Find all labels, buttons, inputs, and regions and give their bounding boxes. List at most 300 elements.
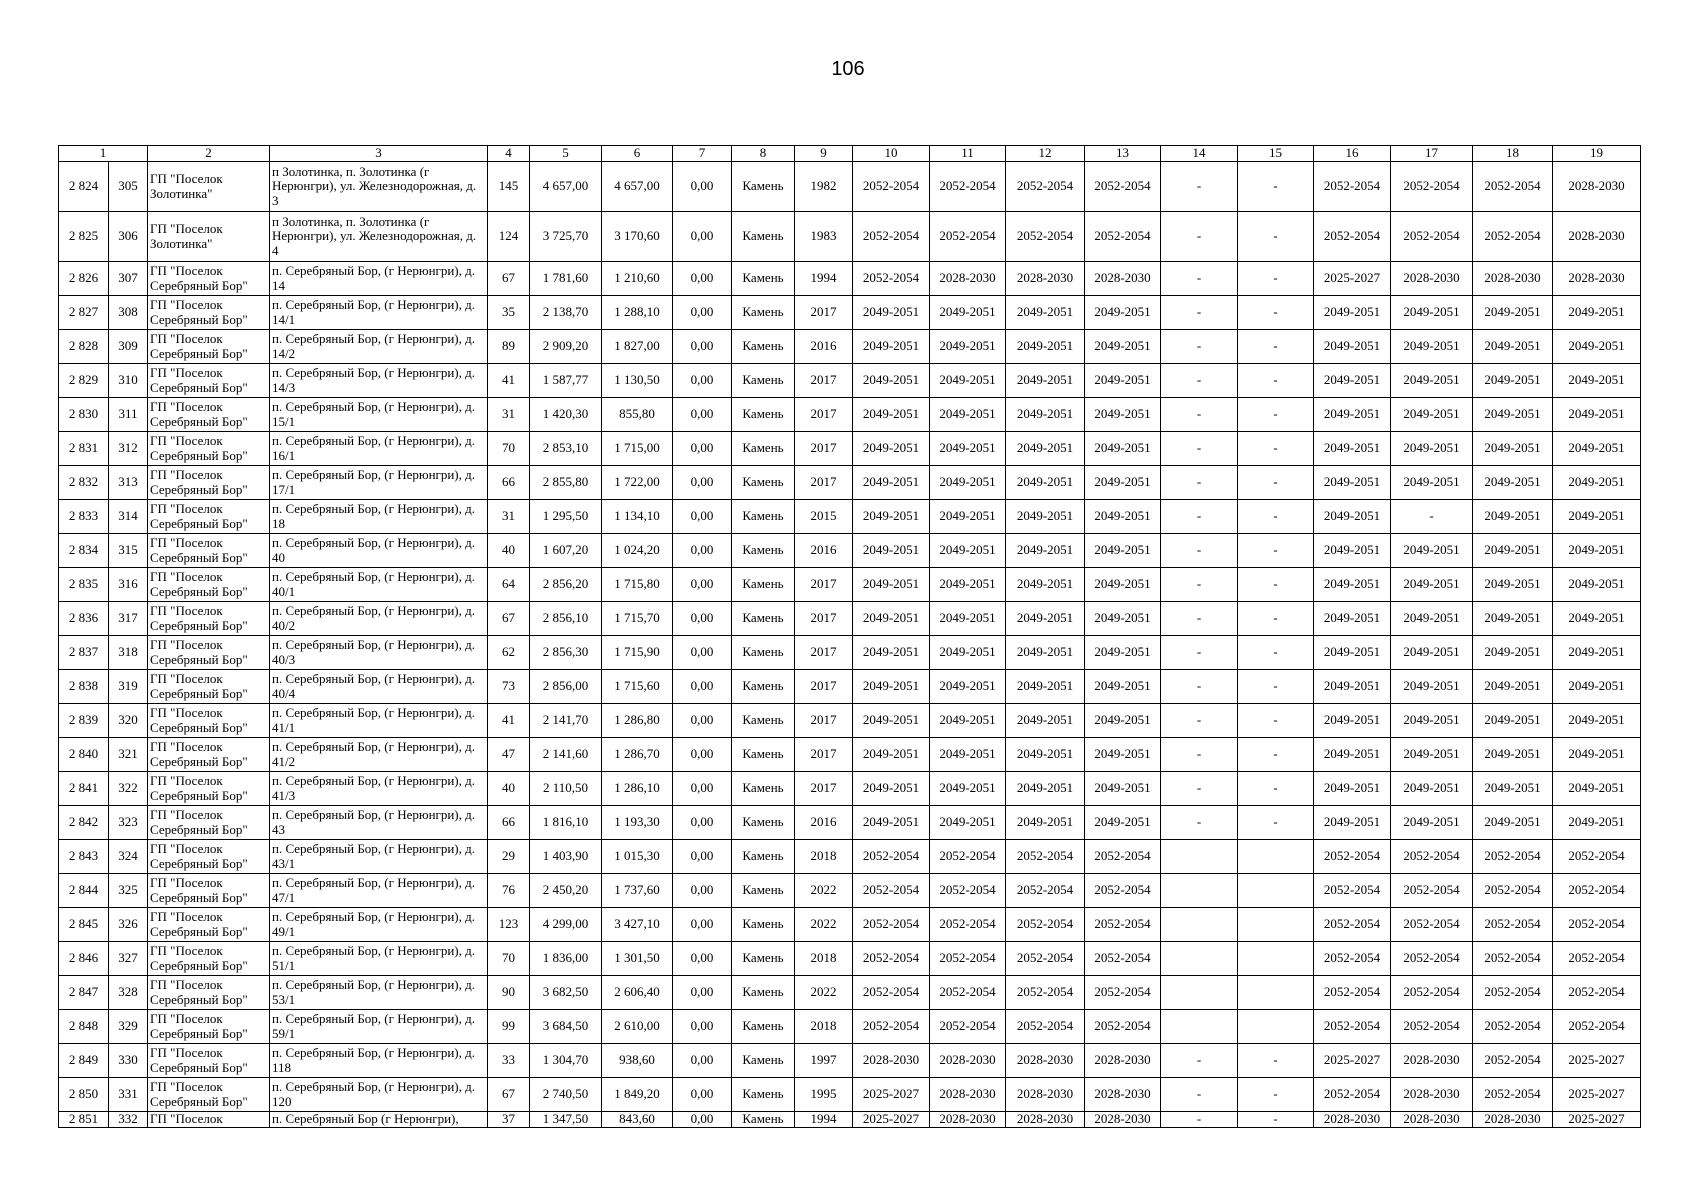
repair-period: 2049-2051 — [1085, 568, 1161, 602]
table-row — [59, 1078, 1641, 1112]
living-area: 1 134,10 — [602, 500, 673, 534]
repair-period: 2049-2051 — [1391, 398, 1473, 432]
repair-period: 2049-2051 — [1314, 500, 1391, 534]
municipality-name: ГП "Поселок Серебряный Бор" — [148, 976, 270, 1010]
total-area: 3 725,70 — [530, 212, 602, 262]
municipality-name: ГП "Поселок — [148, 1112, 270, 1128]
building-address: п. Серебряный Бор, (г Нерюнгри), д. 41/3 — [270, 772, 488, 806]
other-area: 0,00 — [673, 1112, 732, 1128]
repair-period: 2052-2054 — [1006, 874, 1085, 908]
repair-period: 2049-2051 — [1085, 534, 1161, 568]
table-row — [59, 670, 1641, 704]
register-table — [58, 145, 1641, 1128]
living-area: 1 849,20 — [602, 1078, 673, 1112]
living-area: 1 015,30 — [602, 840, 673, 874]
repair-period: 2049-2051 — [930, 738, 1006, 772]
repair-period: 2049-2051 — [1314, 534, 1391, 568]
repair-period: 2049-2051 — [1473, 806, 1553, 840]
build-year: 2017 — [795, 738, 853, 772]
build-year: 2016 — [795, 330, 853, 364]
row-number: 2 848 — [59, 1010, 109, 1044]
living-area: 1 715,80 — [602, 568, 673, 602]
building-address: п. Серебряный Бор, (г Нерюнгри), д. 120 — [270, 1078, 488, 1112]
repair-period: - — [1161, 1044, 1238, 1078]
repair-period: 2049-2051 — [1085, 398, 1161, 432]
repair-period: 2049-2051 — [1553, 670, 1641, 704]
repair-period: 2052-2054 — [1391, 840, 1473, 874]
repair-period: 2049-2051 — [930, 466, 1006, 500]
other-area: 0,00 — [673, 670, 732, 704]
municipality-name: ГП "Поселок Серебряный Бор" — [148, 466, 270, 500]
repair-period: 2049-2051 — [1473, 466, 1553, 500]
other-area: 0,00 — [673, 1044, 732, 1078]
repair-period: 2025-2027 — [1553, 1112, 1641, 1128]
municipality-name: ГП "Поселок Серебряный Бор" — [148, 568, 270, 602]
row-number: 2 826 — [59, 262, 109, 296]
repair-period: 2052-2054 — [1314, 212, 1391, 262]
wall-material: Камень — [732, 398, 795, 432]
column-header: 19 — [1553, 146, 1641, 162]
repair-period: 2052-2054 — [853, 262, 930, 296]
repair-period: 2052-2054 — [1553, 1010, 1641, 1044]
repair-period: 2025-2027 — [1314, 262, 1391, 296]
repair-period: 2049-2051 — [853, 602, 930, 636]
other-area: 0,00 — [673, 874, 732, 908]
municipality-name: ГП "Поселок Серебряный Бор" — [148, 500, 270, 534]
repair-period: 2052-2054 — [1314, 942, 1391, 976]
wall-material: Камень — [732, 296, 795, 330]
building-address: п. Серебряный Бор (г Нерюнгри), — [270, 1112, 488, 1128]
total-area: 1 304,70 — [530, 1044, 602, 1078]
other-area: 0,00 — [673, 1010, 732, 1044]
repair-period: 2052-2054 — [930, 942, 1006, 976]
living-area: 1 827,00 — [602, 330, 673, 364]
repair-period: 2028-2030 — [930, 1044, 1006, 1078]
living-area: 1 722,00 — [602, 466, 673, 500]
building-address: п. Серебряный Бор, (г Нерюнгри), д. 16/1 — [270, 432, 488, 466]
total-area: 2 450,20 — [530, 874, 602, 908]
column-header: 7 — [673, 146, 732, 162]
column-header: 8 — [732, 146, 795, 162]
repair-period: - — [1161, 738, 1238, 772]
municipality-name: ГП "Поселок Серебряный Бор" — [148, 1044, 270, 1078]
total-area: 1 836,00 — [530, 942, 602, 976]
repair-period: 2052-2054 — [930, 162, 1006, 212]
table-body — [59, 146, 1641, 1128]
repair-period: 2049-2051 — [1085, 432, 1161, 466]
other-area: 0,00 — [673, 296, 732, 330]
repair-period: 2049-2051 — [1085, 704, 1161, 738]
other-area: 0,00 — [673, 602, 732, 636]
row-index: 305 — [109, 162, 148, 212]
row-number: 2 841 — [59, 772, 109, 806]
repair-period: 2028-2030 — [1391, 1044, 1473, 1078]
column-header: 4 — [488, 146, 530, 162]
repair-period — [1161, 874, 1238, 908]
other-area: 0,00 — [673, 942, 732, 976]
apartments-count: 31 — [488, 398, 530, 432]
repair-period: 2052-2054 — [1006, 976, 1085, 1010]
living-area: 1 301,50 — [602, 942, 673, 976]
repair-period: 2049-2051 — [853, 772, 930, 806]
repair-period: 2052-2054 — [1314, 908, 1391, 942]
repair-period: 2052-2054 — [1473, 162, 1553, 212]
repair-period: 2049-2051 — [1553, 466, 1641, 500]
row-index: 306 — [109, 212, 148, 262]
repair-period: 2049-2051 — [1006, 670, 1085, 704]
repair-period: 2028-2030 — [1006, 262, 1085, 296]
repair-period: 2049-2051 — [1473, 296, 1553, 330]
repair-period: 2052-2054 — [1391, 874, 1473, 908]
repair-period: 2049-2051 — [1473, 330, 1553, 364]
wall-material: Камень — [732, 568, 795, 602]
repair-period: 2049-2051 — [853, 466, 930, 500]
repair-period: 2049-2051 — [930, 602, 1006, 636]
repair-period: - — [1238, 500, 1314, 534]
build-year: 2017 — [795, 432, 853, 466]
repair-period: 2052-2054 — [1085, 840, 1161, 874]
repair-period: 2049-2051 — [1006, 500, 1085, 534]
wall-material: Камень — [732, 262, 795, 296]
row-number: 2 830 — [59, 398, 109, 432]
building-address: п. Серебряный Бор, (г Нерюнгри), д. 53/1 — [270, 976, 488, 1010]
repair-period: 2049-2051 — [853, 500, 930, 534]
column-header: 1 — [59, 146, 148, 162]
repair-period: 2049-2051 — [1085, 500, 1161, 534]
wall-material: Камень — [732, 976, 795, 1010]
repair-period: 2052-2054 — [853, 1010, 930, 1044]
repair-period — [1238, 908, 1314, 942]
repair-period: 2049-2051 — [1006, 296, 1085, 330]
row-number: 2 835 — [59, 568, 109, 602]
table-row — [59, 1044, 1641, 1078]
wall-material: Камень — [732, 772, 795, 806]
other-area: 0,00 — [673, 398, 732, 432]
repair-period: 2052-2054 — [930, 212, 1006, 262]
building-address: п. Серебряный Бор, (г Нерюнгри), д. 43 — [270, 806, 488, 840]
repair-period: 2049-2051 — [1314, 670, 1391, 704]
repair-period: - — [1238, 162, 1314, 212]
repair-period: 2028-2030 — [930, 1112, 1006, 1128]
repair-period: 2028-2030 — [853, 1044, 930, 1078]
column-header: 5 — [530, 146, 602, 162]
repair-period: 2052-2054 — [853, 162, 930, 212]
repair-period: 2049-2051 — [853, 738, 930, 772]
wall-material: Камень — [732, 840, 795, 874]
repair-period: 2049-2051 — [1391, 704, 1473, 738]
apartments-count: 89 — [488, 330, 530, 364]
building-address: п. Серебряный Бор, (г Нерюнгри), д. 40/2 — [270, 602, 488, 636]
wall-material: Камень — [732, 670, 795, 704]
total-area: 1 816,10 — [530, 806, 602, 840]
repair-period: 2028-2030 — [1085, 262, 1161, 296]
repair-period: - — [1238, 806, 1314, 840]
repair-period: 2049-2051 — [930, 364, 1006, 398]
repair-period: 2049-2051 — [1553, 398, 1641, 432]
repair-period: 2049-2051 — [1006, 398, 1085, 432]
wall-material: Камень — [732, 602, 795, 636]
repair-period: 2052-2054 — [1473, 1078, 1553, 1112]
table-row — [59, 364, 1641, 398]
building-address: п. Серебряный Бор, (г Нерюнгри), д. 118 — [270, 1044, 488, 1078]
repair-period: - — [1161, 568, 1238, 602]
repair-period: 2028-2030 — [1553, 212, 1641, 262]
wall-material: Камень — [732, 432, 795, 466]
wall-material: Камень — [732, 1112, 795, 1128]
repair-period: 2049-2051 — [853, 806, 930, 840]
living-area: 1 715,00 — [602, 432, 673, 466]
repair-period: - — [1238, 1078, 1314, 1112]
apartments-count: 67 — [488, 602, 530, 636]
other-area: 0,00 — [673, 976, 732, 1010]
repair-period: - — [1161, 500, 1238, 534]
repair-period: 2052-2054 — [1006, 840, 1085, 874]
repair-period: - — [1238, 670, 1314, 704]
repair-period: 2049-2051 — [1085, 636, 1161, 670]
row-index: 310 — [109, 364, 148, 398]
repair-period: 2052-2054 — [1473, 942, 1553, 976]
repair-period: 2049-2051 — [853, 704, 930, 738]
repair-period: - — [1238, 568, 1314, 602]
apartments-count: 124 — [488, 212, 530, 262]
repair-period: 2028-2030 — [1391, 262, 1473, 296]
building-address: п. Серебряный Бор, (г Нерюнгри), д. 40/3 — [270, 636, 488, 670]
repair-period: - — [1238, 296, 1314, 330]
repair-period: 2049-2051 — [1006, 534, 1085, 568]
repair-period: 2049-2051 — [853, 568, 930, 602]
row-index: 321 — [109, 738, 148, 772]
municipality-name: ГП "Поселок Серебряный Бор" — [148, 330, 270, 364]
repair-period: - — [1161, 398, 1238, 432]
repair-period: 2025-2027 — [1553, 1044, 1641, 1078]
building-address: п. Серебряный Бор, (г Нерюнгри), д. 18 — [270, 500, 488, 534]
table-row — [59, 162, 1641, 212]
table-row — [59, 500, 1641, 534]
row-index: 332 — [109, 1112, 148, 1128]
column-header: 2 — [148, 146, 270, 162]
table-row — [59, 262, 1641, 296]
repair-period: 2028-2030 — [1006, 1078, 1085, 1112]
wall-material: Камень — [732, 908, 795, 942]
table-row — [59, 976, 1641, 1010]
apartments-count: 76 — [488, 874, 530, 908]
table-row — [59, 432, 1641, 466]
repair-period: 2049-2051 — [1391, 568, 1473, 602]
build-year: 2017 — [795, 636, 853, 670]
wall-material: Камень — [732, 162, 795, 212]
repair-period: 2049-2051 — [1553, 704, 1641, 738]
total-area: 2 138,70 — [530, 296, 602, 330]
apartments-count: 66 — [488, 806, 530, 840]
repair-period: 2049-2051 — [1473, 670, 1553, 704]
table-row — [59, 908, 1641, 942]
repair-period: - — [1161, 364, 1238, 398]
repair-period: 2028-2030 — [1006, 1112, 1085, 1128]
repair-period: 2049-2051 — [853, 296, 930, 330]
repair-period: 2049-2051 — [1006, 602, 1085, 636]
other-area: 0,00 — [673, 772, 732, 806]
repair-period: 2052-2054 — [853, 942, 930, 976]
repair-period — [1238, 874, 1314, 908]
build-year: 2022 — [795, 874, 853, 908]
building-address: п. Серебряный Бор, (г Нерюнгри), д. 17/1 — [270, 466, 488, 500]
repair-period: - — [1161, 262, 1238, 296]
municipality-name: ГП "Поселок Серебряный Бор" — [148, 602, 270, 636]
apartments-count: 66 — [488, 466, 530, 500]
repair-period: 2049-2051 — [1553, 432, 1641, 466]
row-number: 2 832 — [59, 466, 109, 500]
total-area: 1 607,20 — [530, 534, 602, 568]
wall-material: Камень — [732, 738, 795, 772]
table-row — [59, 398, 1641, 432]
other-area: 0,00 — [673, 908, 732, 942]
build-year: 2017 — [795, 670, 853, 704]
repair-period: 2028-2030 — [930, 1078, 1006, 1112]
table-row — [59, 534, 1641, 568]
repair-period: 2049-2051 — [930, 670, 1006, 704]
repair-period — [1161, 908, 1238, 942]
build-year: 2017 — [795, 704, 853, 738]
row-number: 2 828 — [59, 330, 109, 364]
table-row — [59, 806, 1641, 840]
repair-period — [1161, 942, 1238, 976]
repair-period: 2049-2051 — [1553, 806, 1641, 840]
repair-period: - — [1161, 806, 1238, 840]
repair-period: 2028-2030 — [930, 262, 1006, 296]
table-row — [59, 738, 1641, 772]
row-number: 2 824 — [59, 162, 109, 212]
living-area: 1 286,80 — [602, 704, 673, 738]
wall-material: Камень — [732, 806, 795, 840]
wall-material: Камень — [732, 500, 795, 534]
table-row — [59, 704, 1641, 738]
repair-period: - — [1161, 602, 1238, 636]
repair-period — [1161, 976, 1238, 1010]
apartments-count: 73 — [488, 670, 530, 704]
living-area: 1 288,10 — [602, 296, 673, 330]
municipality-name: ГП "Поселок Серебряный Бор" — [148, 772, 270, 806]
repair-period: - — [1161, 162, 1238, 212]
total-area: 2 856,30 — [530, 636, 602, 670]
repair-period: 2049-2051 — [1085, 806, 1161, 840]
repair-period: 2049-2051 — [1314, 636, 1391, 670]
repair-period: 2052-2054 — [1473, 976, 1553, 1010]
municipality-name: ГП "Поселок Серебряный Бор" — [148, 704, 270, 738]
repair-period: 2028-2030 — [1553, 262, 1641, 296]
row-number: 2 836 — [59, 602, 109, 636]
repair-period: 2049-2051 — [930, 398, 1006, 432]
apartments-count: 99 — [488, 1010, 530, 1044]
total-area: 2 141,60 — [530, 738, 602, 772]
municipality-name: ГП "Поселок Серебряный Бор" — [148, 840, 270, 874]
living-area: 938,60 — [602, 1044, 673, 1078]
repair-period: 2052-2054 — [1473, 908, 1553, 942]
row-index: 325 — [109, 874, 148, 908]
building-address: п. Серебряный Бор, (г Нерюнгри), д. 41/1 — [270, 704, 488, 738]
total-area: 2 855,80 — [530, 466, 602, 500]
row-number: 2 837 — [59, 636, 109, 670]
repair-period: 2052-2054 — [1314, 1078, 1391, 1112]
repair-period: 2049-2051 — [1085, 772, 1161, 806]
repair-period: 2025-2027 — [853, 1112, 930, 1128]
repair-period: 2025-2027 — [1553, 1078, 1641, 1112]
table-row — [59, 942, 1641, 976]
apartments-count: 33 — [488, 1044, 530, 1078]
apartments-count: 123 — [488, 908, 530, 942]
repair-period: 2028-2030 — [1085, 1044, 1161, 1078]
repair-period: - — [1161, 466, 1238, 500]
repair-period: 2028-2030 — [1473, 262, 1553, 296]
other-area: 0,00 — [673, 534, 732, 568]
column-header: 15 — [1238, 146, 1314, 162]
repair-period: 2049-2051 — [1473, 704, 1553, 738]
row-number: 2 843 — [59, 840, 109, 874]
repair-period: 2049-2051 — [1391, 636, 1473, 670]
repair-period: 2049-2051 — [1553, 738, 1641, 772]
other-area: 0,00 — [673, 568, 732, 602]
row-number: 2 845 — [59, 908, 109, 942]
municipality-name: ГП "Поселок Серебряный Бор" — [148, 942, 270, 976]
repair-period: 2049-2051 — [1473, 772, 1553, 806]
repair-period: 2049-2051 — [853, 330, 930, 364]
building-address: п. Серебряный Бор, (г Нерюнгри), д. 40 — [270, 534, 488, 568]
repair-period: 2052-2054 — [1391, 942, 1473, 976]
build-year: 2017 — [795, 296, 853, 330]
living-area: 1 737,60 — [602, 874, 673, 908]
building-address: п. Серебряный Бор, (г Нерюнгри), д. 47/1 — [270, 874, 488, 908]
repair-period: 2028-2030 — [1085, 1112, 1161, 1128]
repair-period: 2052-2054 — [853, 908, 930, 942]
repair-period: 2025-2027 — [853, 1078, 930, 1112]
repair-period: 2052-2054 — [1085, 976, 1161, 1010]
apartments-count: 47 — [488, 738, 530, 772]
build-year: 2018 — [795, 840, 853, 874]
repair-period: 2052-2054 — [1473, 840, 1553, 874]
repair-period: 2049-2051 — [1314, 738, 1391, 772]
build-year: 2022 — [795, 976, 853, 1010]
column-header: 12 — [1006, 146, 1085, 162]
repair-period: 2049-2051 — [1006, 568, 1085, 602]
other-area: 0,00 — [673, 704, 732, 738]
municipality-name: ГП "Поселок Серебряный Бор" — [148, 398, 270, 432]
repair-period: 2049-2051 — [1314, 704, 1391, 738]
building-address: п. Серебряный Бор, (г Нерюнгри), д. 14/3 — [270, 364, 488, 398]
apartments-count: 145 — [488, 162, 530, 212]
column-header: 11 — [930, 146, 1006, 162]
repair-period: 2049-2051 — [1473, 636, 1553, 670]
repair-period: - — [1238, 772, 1314, 806]
repair-period: - — [1161, 1112, 1238, 1128]
repair-period: 2049-2051 — [1314, 296, 1391, 330]
other-area: 0,00 — [673, 806, 732, 840]
build-year: 2018 — [795, 1010, 853, 1044]
row-index: 317 — [109, 602, 148, 636]
wall-material: Камень — [732, 330, 795, 364]
table-row — [59, 602, 1641, 636]
repair-period: 2052-2054 — [1473, 1044, 1553, 1078]
repair-period: 2049-2051 — [853, 670, 930, 704]
repair-period: 2049-2051 — [1391, 534, 1473, 568]
living-area: 3 427,10 — [602, 908, 673, 942]
living-area: 855,80 — [602, 398, 673, 432]
repair-period: 2052-2054 — [1314, 1010, 1391, 1044]
row-number: 2 847 — [59, 976, 109, 1010]
row-number: 2 840 — [59, 738, 109, 772]
repair-period: 2049-2051 — [1553, 296, 1641, 330]
row-number: 2 825 — [59, 212, 109, 262]
row-index: 308 — [109, 296, 148, 330]
repair-period: 2049-2051 — [1473, 568, 1553, 602]
